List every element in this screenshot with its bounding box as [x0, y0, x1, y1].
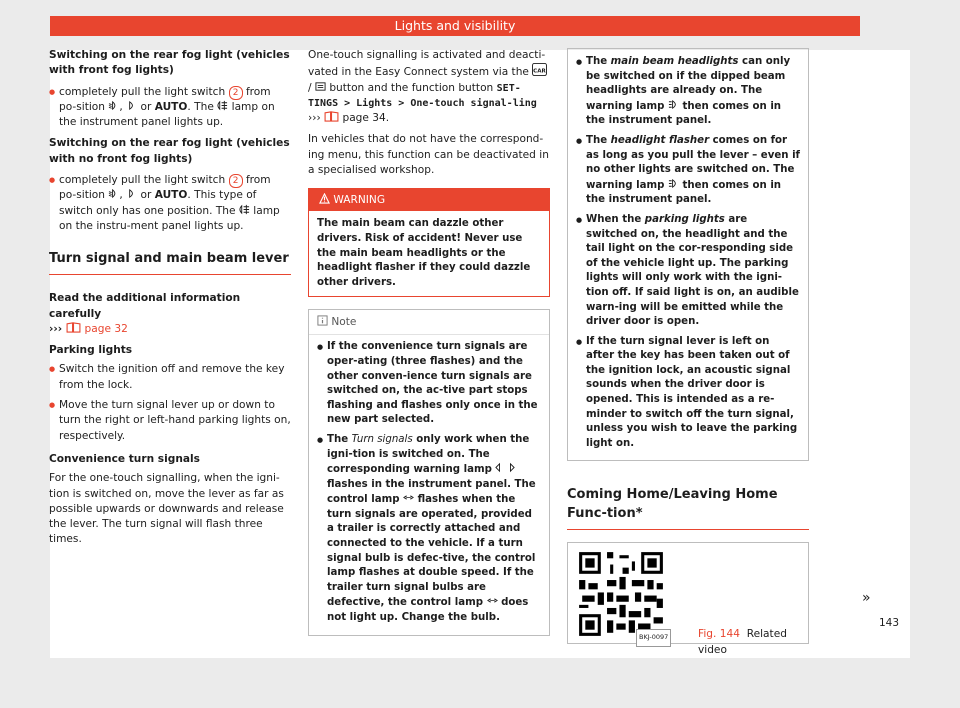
emphasis: parking lights	[644, 213, 725, 225]
read-info	[49, 291, 291, 337]
text: can only be switched on if the dipped beam headlights are already on. The warning lamp	[586, 56, 791, 112]
convenience-text: For the one-touch signalling, when the igni-tion is switched on, move the lever as far as possible upwards or downwards and release the lever. The turn signal will flash three times.	[49, 472, 284, 546]
info-item-acoustic: ● If the turn signal lever is left on after the key has been taken out of the ignition lock, an acoustic signal sounds when the driver door is opened. This is intended as a re-minder to switch off the turn signal, unless you wish to leave the parking light on.	[576, 335, 800, 452]
figure-caption	[698, 627, 808, 658]
text: only work when the igni-tion is switched on. The corresponding warning lamp	[327, 433, 530, 476]
text: or	[140, 189, 152, 202]
text: flashes in the instrument panel. The control lamp	[327, 478, 536, 506]
note-box	[308, 309, 550, 635]
text: When the	[586, 213, 642, 225]
emphasis: Turn signals	[351, 433, 413, 445]
text: lamp on the instru-ment panel lights up.	[59, 204, 280, 232]
dipped-beam-icon	[108, 188, 119, 199]
text: or	[140, 100, 152, 113]
headlight-icon	[126, 100, 137, 111]
section-header: Lights and visibility	[50, 16, 860, 36]
text: One-touch signalling is activated and deacti-vated in the Easy Connect system via the	[308, 49, 546, 79]
text: completely pull the light switch	[59, 85, 226, 98]
column-right	[567, 48, 809, 656]
text: . This type of switch only has one position. The	[59, 189, 257, 217]
one-touch-paragraph	[308, 48, 550, 126]
note-title	[309, 310, 549, 335]
note-item-1: ● If the convenience turn signals are oper-ating (three flashes) and the other conven-ience turn signals are switched on, the ac-tive part stops flashing and flashes only once in the new part selected.	[317, 340, 541, 428]
heading-rear-fog-front: Switching on the rear fog light (vehicles with front fog lights)	[49, 49, 290, 77]
info-item-main-beam	[576, 55, 800, 129]
auto-label: AUTO	[154, 189, 188, 202]
heading-rear-fog-no-front: Switching on the rear fog light (vehicles with no front fog lights)	[49, 137, 290, 165]
parking-step-1: ● Switch the ignition off and remove the key from the lock.	[49, 362, 291, 393]
convenience-heading: Convenience turn signals	[49, 452, 200, 465]
column-left	[49, 48, 291, 554]
arrow: ›››	[49, 322, 63, 335]
text: from po-sition	[59, 85, 271, 113]
lights-info-box	[567, 48, 809, 461]
text: WARNING	[333, 194, 386, 207]
section-title: Turn signal and main beam lever	[49, 250, 291, 275]
text: from po-sition	[59, 174, 271, 202]
rear-fog-lamp-icon	[239, 204, 250, 215]
text: /	[308, 81, 312, 94]
workshop-paragraph: In vehicles that do not have the correspond-ing menu, this function can be deactivated in a specialised workshop.	[308, 133, 549, 177]
auto-label: AUTO	[154, 100, 188, 113]
arrow: ›››	[308, 112, 321, 125]
text: then comes on in the instrument panel.	[586, 179, 782, 206]
warning-title	[309, 189, 549, 211]
trailer-signal-icon	[403, 492, 414, 503]
qr-code-icon[interactable]	[576, 549, 666, 639]
warning-box	[308, 188, 550, 297]
text: lamp on the instrument panel lights up.	[59, 100, 275, 129]
callout-2: 2	[229, 86, 243, 100]
rear-fog-lamp-icon	[217, 100, 228, 111]
info-icon	[317, 315, 328, 326]
emphasis: main beam headlights	[610, 56, 739, 67]
menu-path: SET-TINGS > Lights > One-touch signal-ling	[308, 82, 537, 109]
info-item-flasher	[576, 134, 800, 208]
book-icon	[324, 111, 339, 122]
page-number: 143	[879, 617, 900, 629]
dipped-beam-icon	[108, 100, 119, 111]
instruction-rear-fog-no-front: ● completely pull the light switch 2 from po-sition , or AUTO. This type of switch only has one position. The lamp on the instru-ment panel lights up.	[49, 173, 291, 234]
text: Note	[331, 316, 357, 329]
emphasis: headlight flasher	[610, 134, 710, 146]
text: Read the additional information carefully	[49, 292, 241, 320]
note-item-2	[317, 433, 541, 626]
note-body	[309, 335, 549, 634]
parking-step-2: ● Move the turn signal lever up or down to turn the right or left-hand parking lights on, respectively.	[49, 398, 291, 444]
video-figure	[567, 542, 809, 656]
column-middle	[308, 48, 550, 636]
text: button and the function button	[329, 81, 494, 94]
coming-home-heading: Coming Home/Leaving Home Func-tion*	[567, 485, 809, 530]
book-icon	[66, 322, 81, 333]
headlight-icon	[126, 188, 137, 199]
text: are switched on, the headlight and the tail light on the cor-responding side of the vehicle light up. The parking lights will only work with the igni-tion off. If said light is on, an audible warn-ing will be emitted while the driver door is open.	[586, 213, 799, 328]
svg-text:CAR: CAR	[533, 68, 547, 75]
instruction-rear-fog-front: ● completely pull the light switch 2 from po-sition , or AUTO. The lamp on the instrument panel lights up.	[49, 85, 291, 131]
car-button-icon	[532, 63, 547, 76]
warning-triangle-icon	[319, 193, 330, 204]
text: . The	[187, 100, 214, 113]
menu-button-icon	[315, 81, 326, 92]
figure-number: Fig. 144	[698, 628, 740, 641]
turn-signal-icon	[495, 462, 515, 473]
caption-text: Related video	[698, 628, 787, 656]
info-item-parking	[576, 213, 800, 330]
qr-label: BKJ-0097	[636, 629, 671, 646]
continue-marker: »	[862, 590, 871, 606]
trailer-signal-icon	[487, 595, 498, 606]
text: The	[586, 56, 608, 67]
callout-2: 2	[229, 174, 243, 188]
text: The	[586, 134, 608, 146]
text: completely pull the light switch	[59, 174, 226, 187]
text: The	[327, 433, 349, 445]
main-beam-icon	[668, 178, 679, 189]
warning-body: The main beam can dazzle other drivers. Risk of accident! Never use the main beam headlights or the headlight flasher if they could dazzle other drivers.	[317, 218, 531, 288]
page-ref-link[interactable]: page 32	[84, 322, 128, 335]
text: does not light up. Change the bulb.	[327, 597, 529, 624]
text: flashes when the turn signals are operated, provided a trailer is correctly attached and connected to the vehicle. If a turn signal bulb is defec-tive, the control lamp flashes at double speed. If the trailer turn signal bulbs are defective, the control lamp	[327, 494, 536, 609]
text: comes on for as long as you pull the lever – even if no other lights are switched on. The warning lamp	[586, 134, 800, 191]
text: then comes on in the instrument panel.	[586, 100, 782, 127]
main-beam-icon	[668, 99, 679, 110]
page-ref-link[interactable]: page 34.	[342, 112, 390, 125]
parking-heading: Parking lights	[49, 344, 133, 357]
